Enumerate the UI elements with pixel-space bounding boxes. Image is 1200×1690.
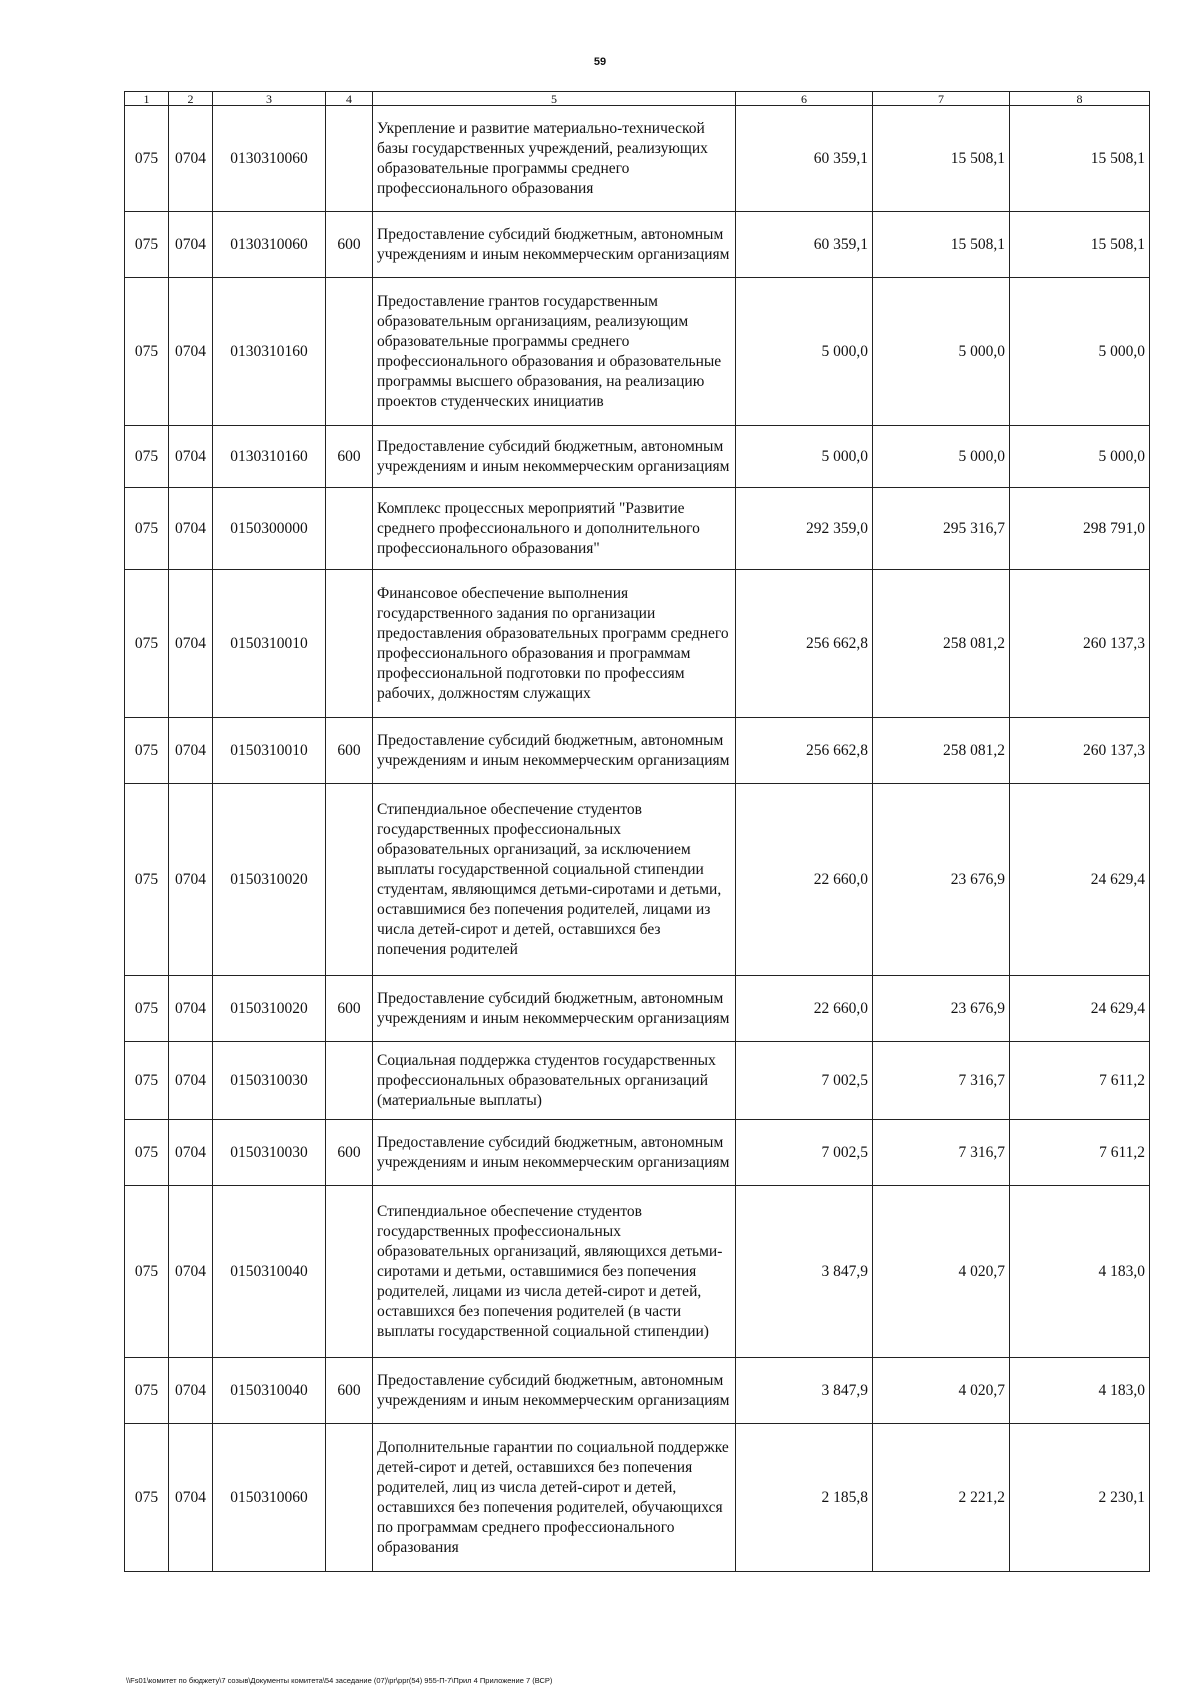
target-article-code: 0130310160	[213, 278, 326, 426]
row-description: Предоставление субсидий бюджетным, автономным учреждениям и иным некоммерческим организациям	[373, 718, 736, 784]
amount-year-2: 295 316,7	[873, 488, 1010, 570]
amount-year-2: 4 020,7	[873, 1186, 1010, 1358]
target-article-code: 0150310040	[213, 1358, 326, 1424]
ministry-code: 075	[125, 976, 169, 1042]
table-row	[125, 570, 1150, 718]
column-header: 3	[213, 92, 326, 106]
table-row	[125, 1358, 1150, 1424]
ministry-code: 075	[125, 1120, 169, 1186]
expense-type-code	[326, 784, 373, 976]
column-header: 4	[326, 92, 373, 106]
table-row	[125, 976, 1150, 1042]
expense-type-code: 600	[326, 1120, 373, 1186]
target-article-code: 0130310060	[213, 106, 326, 212]
expense-type-code: 600	[326, 1358, 373, 1424]
section-code: 0704	[169, 1042, 213, 1120]
row-description: Социальная поддержка студентов государственных профессиональных образовательных организаций (материальные выплаты)	[373, 1042, 736, 1120]
amount-year-3: 260 137,3	[1010, 570, 1150, 718]
section-code: 0704	[169, 426, 213, 488]
ministry-code: 075	[125, 570, 169, 718]
amount-year-2: 5 000,0	[873, 278, 1010, 426]
target-article-code: 0150310010	[213, 718, 326, 784]
amount-year-3: 24 629,4	[1010, 976, 1150, 1042]
amount-year-1: 256 662,8	[736, 570, 873, 718]
table-row	[125, 784, 1150, 976]
section-code: 0704	[169, 278, 213, 426]
amount-year-3: 15 508,1	[1010, 106, 1150, 212]
target-article-code: 0150310010	[213, 570, 326, 718]
ministry-code: 075	[125, 426, 169, 488]
expense-type-code: 600	[326, 426, 373, 488]
table-row	[125, 1120, 1150, 1186]
row-description: Предоставление субсидий бюджетным, автономным учреждениям и иным некоммерческим организациям	[373, 1120, 736, 1186]
footer-path: \\Fs01\комитет по бюджету\7 созыв\Документы комитета\54 заседание (07)\pr\ppr(54) 955-П-7\Прил 4 Приложение 7 (ВСР)	[126, 1676, 553, 1685]
table-row	[125, 106, 1150, 212]
target-article-code: 0150310020	[213, 784, 326, 976]
section-code: 0704	[169, 1186, 213, 1358]
amount-year-3: 5 000,0	[1010, 426, 1150, 488]
expense-type-code	[326, 1186, 373, 1358]
row-description: Укрепление и развитие материально-технической базы государственных учреждений, реализующих образовательные программы среднего профессионального образования	[373, 106, 736, 212]
expense-type-code	[326, 488, 373, 570]
section-code: 0704	[169, 1424, 213, 1572]
amount-year-2: 258 081,2	[873, 718, 1010, 784]
ministry-code: 075	[125, 1186, 169, 1358]
amount-year-2: 258 081,2	[873, 570, 1010, 718]
amount-year-3: 2 230,1	[1010, 1424, 1150, 1572]
expense-type-code: 600	[326, 976, 373, 1042]
row-description: Финансовое обеспечение выполнения государственного задания по организации предоставления образовательных программ среднего профессионального образования и программам профессиональной подготовки по профессиям рабочих, должностям служащих	[373, 570, 736, 718]
amount-year-2: 7 316,7	[873, 1120, 1010, 1186]
amount-year-2: 5 000,0	[873, 426, 1010, 488]
section-code: 0704	[169, 718, 213, 784]
row-description: Предоставление субсидий бюджетным, автономным учреждениям и иным некоммерческим организациям	[373, 976, 736, 1042]
ministry-code: 075	[125, 488, 169, 570]
column-header: 7	[873, 92, 1010, 106]
ministry-code: 075	[125, 718, 169, 784]
amount-year-2: 15 508,1	[873, 106, 1010, 212]
amount-year-3: 298 791,0	[1010, 488, 1150, 570]
amount-year-1: 3 847,9	[736, 1186, 873, 1358]
ministry-code: 075	[125, 1358, 169, 1424]
target-article-code: 0150310020	[213, 976, 326, 1042]
expense-type-code: 600	[326, 212, 373, 278]
target-article-code: 0150310030	[213, 1120, 326, 1186]
amount-year-3: 7 611,2	[1010, 1120, 1150, 1186]
ministry-code: 075	[125, 212, 169, 278]
amount-year-3: 4 183,0	[1010, 1358, 1150, 1424]
target-article-code: 0150300000	[213, 488, 326, 570]
amount-year-1: 292 359,0	[736, 488, 873, 570]
section-code: 0704	[169, 1358, 213, 1424]
amount-year-2: 4 020,7	[873, 1358, 1010, 1424]
page-number: 59	[593, 56, 607, 68]
table-row	[125, 488, 1150, 570]
expense-type-code	[326, 1042, 373, 1120]
section-code: 0704	[169, 488, 213, 570]
table-row	[125, 1186, 1150, 1358]
table-row	[125, 718, 1150, 784]
header-row	[125, 92, 1150, 106]
target-article-code: 0150310040	[213, 1186, 326, 1358]
row-description: Предоставление субсидий бюджетным, автономным учреждениям и иным некоммерческим организациям	[373, 212, 736, 278]
amount-year-1: 60 359,1	[736, 106, 873, 212]
ministry-code: 075	[125, 1424, 169, 1572]
table-row	[125, 278, 1150, 426]
table-row	[125, 212, 1150, 278]
budget-table	[124, 91, 1150, 1572]
section-code: 0704	[169, 212, 213, 278]
section-code: 0704	[169, 106, 213, 212]
target-article-code: 0130310060	[213, 212, 326, 278]
amount-year-1: 2 185,8	[736, 1424, 873, 1572]
amount-year-3: 7 611,2	[1010, 1042, 1150, 1120]
row-description: Предоставление субсидий бюджетным, автономным учреждениям и иным некоммерческим организациям	[373, 1358, 736, 1424]
expense-type-code	[326, 570, 373, 718]
amount-year-2: 23 676,9	[873, 784, 1010, 976]
column-header: 6	[736, 92, 873, 106]
expense-type-code	[326, 278, 373, 426]
expense-type-code: 600	[326, 718, 373, 784]
table-row	[125, 1042, 1150, 1120]
column-header: 5	[373, 92, 736, 106]
amount-year-2: 7 316,7	[873, 1042, 1010, 1120]
row-description: Стипендиальное обеспечение студентов государственных профессиональных образовательных организаций, за исключением выплаты государственной социальной стипендии студентам, являющимся детьми-сиротами и детьми, оставшимися без попечения родителей, лицами из числа детей-сирот и детей, оставшихся без попечения родителей	[373, 784, 736, 976]
row-description: Предоставление субсидий бюджетным, автономным учреждениям и иным некоммерческим организациям	[373, 426, 736, 488]
amount-year-3: 260 137,3	[1010, 718, 1150, 784]
amount-year-3: 15 508,1	[1010, 212, 1150, 278]
ministry-code: 075	[125, 784, 169, 976]
ministry-code: 075	[125, 1042, 169, 1120]
ministry-code: 075	[125, 278, 169, 426]
section-code: 0704	[169, 570, 213, 718]
column-header: 2	[169, 92, 213, 106]
column-header: 1	[125, 92, 169, 106]
row-description: Дополнительные гарантии по социальной поддержке детей-сирот и детей, оставшихся без попечения родителей, лиц из числа детей-сирот и детей, оставшихся без попечения родителей, обучающихся по программам среднего профессионального образования	[373, 1424, 736, 1572]
section-code: 0704	[169, 1120, 213, 1186]
target-article-code: 0150310030	[213, 1042, 326, 1120]
section-code: 0704	[169, 784, 213, 976]
table-row	[125, 426, 1150, 488]
row-description: Комплекс процессных мероприятий "Развитие среднего профессионального и дополнительного профессионального образования"	[373, 488, 736, 570]
amount-year-1: 22 660,0	[736, 976, 873, 1042]
amount-year-1: 22 660,0	[736, 784, 873, 976]
amount-year-1: 5 000,0	[736, 278, 873, 426]
amount-year-3: 24 629,4	[1010, 784, 1150, 976]
amount-year-3: 5 000,0	[1010, 278, 1150, 426]
amount-year-3: 4 183,0	[1010, 1186, 1150, 1358]
amount-year-1: 7 002,5	[736, 1042, 873, 1120]
amount-year-1: 5 000,0	[736, 426, 873, 488]
target-article-code: 0150310060	[213, 1424, 326, 1572]
amount-year-1: 60 359,1	[736, 212, 873, 278]
ministry-code: 075	[125, 106, 169, 212]
column-header: 8	[1010, 92, 1150, 106]
amount-year-2: 2 221,2	[873, 1424, 1010, 1572]
target-article-code: 0130310160	[213, 426, 326, 488]
amount-year-1: 3 847,9	[736, 1358, 873, 1424]
row-description: Предоставление грантов государственным образовательным организациям, реализующим образовательные программы среднего профессионального образования и образовательные программы высшего образования, на реализацию проектов студенческих инициатив	[373, 278, 736, 426]
table-row	[125, 1424, 1150, 1572]
amount-year-1: 7 002,5	[736, 1120, 873, 1186]
expense-type-code	[326, 106, 373, 212]
section-code: 0704	[169, 976, 213, 1042]
amount-year-2: 15 508,1	[873, 212, 1010, 278]
row-description: Стипендиальное обеспечение студентов государственных профессиональных образовательных организаций, являющихся детьми-сиротами и детьми, оставшимися без попечения родителей, лицами из числа детей-сирот и детей, оставшихся без попечения родителей (в части выплаты государственной социальной стипендии)	[373, 1186, 736, 1358]
amount-year-2: 23 676,9	[873, 976, 1010, 1042]
expense-type-code	[326, 1424, 373, 1572]
amount-year-1: 256 662,8	[736, 718, 873, 784]
